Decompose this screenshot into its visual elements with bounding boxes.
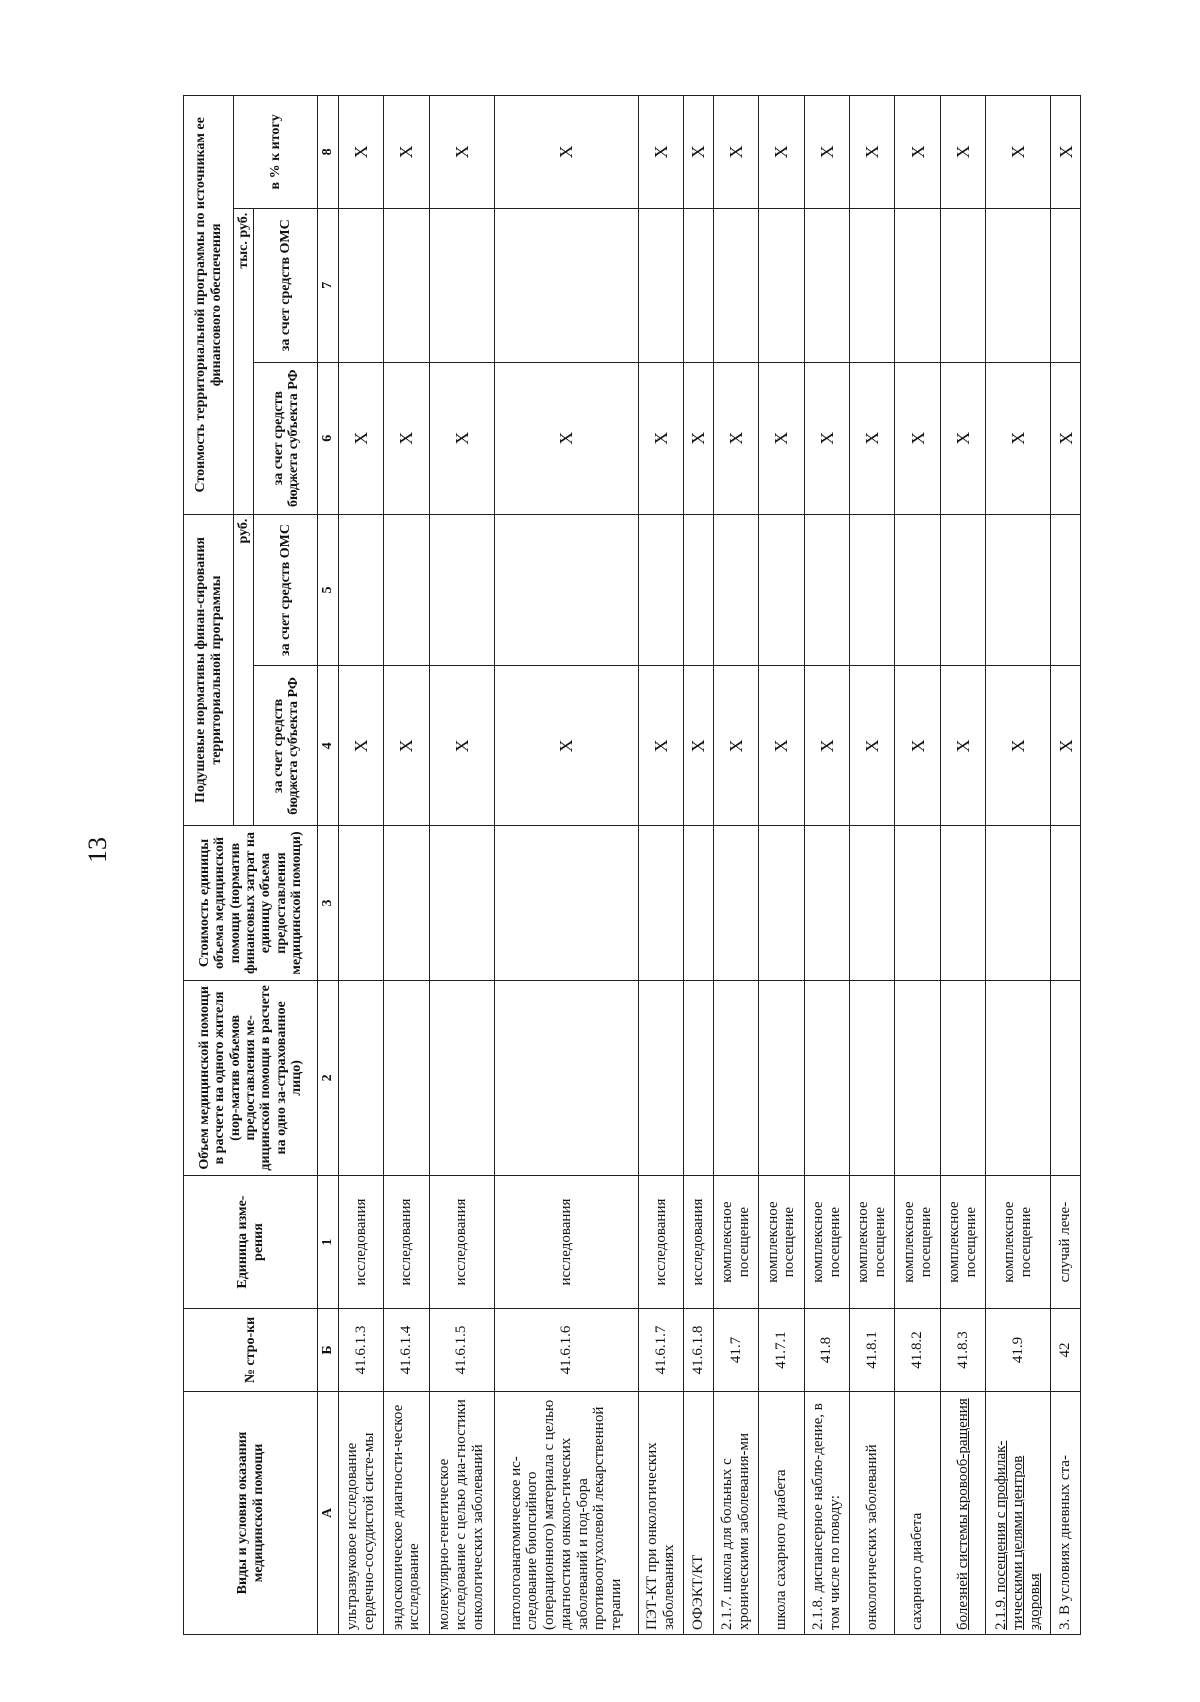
col-number: А bbox=[318, 1391, 338, 1634]
row-oms-per-capita bbox=[338, 514, 383, 666]
row-budget-per-capita: X bbox=[1051, 666, 1081, 826]
table-row bbox=[384, 96, 429, 1635]
row-unit: комплексное посещение bbox=[895, 1176, 940, 1309]
row-budget-cost: X bbox=[850, 362, 895, 514]
row-oms-per-capita bbox=[804, 514, 849, 666]
row-budget-cost: X bbox=[384, 362, 429, 514]
row-budget-per-capita: X bbox=[429, 666, 494, 826]
row-oms-cost bbox=[684, 208, 714, 362]
row-unit-cost bbox=[494, 826, 638, 980]
row-oms-cost bbox=[638, 208, 683, 362]
row-percent-total: X bbox=[684, 96, 714, 209]
header-row-number: № стро-ки bbox=[184, 1308, 318, 1391]
row-percent-total: X bbox=[713, 96, 758, 209]
row-oms-per-capita bbox=[850, 514, 895, 666]
row-code: 41.7 bbox=[713, 1308, 758, 1391]
row-oms-per-capita bbox=[759, 514, 804, 666]
row-volume bbox=[940, 980, 985, 1176]
table-row bbox=[895, 96, 940, 1635]
row-budget-per-capita: X bbox=[384, 666, 429, 826]
row-code: 41.8.1 bbox=[850, 1308, 895, 1391]
header-oms-per-capita: за счет средств ОМС bbox=[254, 514, 318, 666]
row-volume bbox=[986, 980, 1051, 1176]
row-percent-total: X bbox=[940, 96, 985, 209]
header-unit: Единица изме-рения bbox=[184, 1176, 318, 1309]
row-unit: случай лече- bbox=[1051, 1176, 1081, 1309]
table-row bbox=[850, 96, 895, 1635]
row-budget-cost: X bbox=[1051, 362, 1081, 514]
row-unit-cost bbox=[684, 826, 714, 980]
row-volume bbox=[850, 980, 895, 1176]
table-row bbox=[986, 96, 1051, 1635]
col-number: 1 bbox=[318, 1176, 338, 1309]
row-code: 41.9 bbox=[986, 1308, 1051, 1391]
row-budget-per-capita: X bbox=[338, 666, 383, 826]
header-percent-total: в % к итогу bbox=[234, 96, 318, 209]
row-budget-cost: X bbox=[940, 362, 985, 514]
row-unit: комплексное посещение bbox=[804, 1176, 849, 1309]
row-volume bbox=[638, 980, 683, 1176]
row-unit: исследования bbox=[429, 1176, 494, 1309]
row-budget-per-capita: X bbox=[804, 666, 849, 826]
row-oms-per-capita bbox=[429, 514, 494, 666]
row-budget-per-capita: X bbox=[494, 666, 638, 826]
table-row bbox=[940, 96, 985, 1635]
row-name: молекулярно-генетическое исследование с целью диа-гностики онкологических заболеваний bbox=[429, 1391, 494, 1634]
row-volume bbox=[384, 980, 429, 1176]
row-name: школа сахарного диабета bbox=[759, 1391, 804, 1634]
row-name: 3. В условиях дневных ста- bbox=[1051, 1391, 1081, 1634]
row-unit-cost bbox=[713, 826, 758, 980]
row-code: 42 bbox=[1051, 1308, 1081, 1391]
row-unit-cost bbox=[384, 826, 429, 980]
row-unit-cost bbox=[759, 826, 804, 980]
row-oms-cost bbox=[986, 208, 1051, 362]
row-oms-per-capita bbox=[1051, 514, 1081, 666]
table-row bbox=[429, 96, 494, 1635]
row-oms-per-capita bbox=[986, 514, 1051, 666]
row-name: сахарного диабета bbox=[895, 1391, 940, 1634]
row-code: 41.6.1.8 bbox=[684, 1308, 714, 1391]
row-name: патологоанатомическое ис-следование биопсийного (операционного) материала с целью диагностики онколо-гических заболеваний и под-бора противоопухолевой лекарственной терапии bbox=[494, 1391, 638, 1634]
row-oms-per-capita bbox=[940, 514, 985, 666]
row-name: болезней системы кровооб-ращения bbox=[940, 1391, 985, 1634]
row-name: ОФЭКТ/КТ bbox=[684, 1391, 714, 1634]
row-oms-cost bbox=[384, 208, 429, 362]
row-name: онкологических заболеваний bbox=[850, 1391, 895, 1634]
col-number: 2 bbox=[318, 980, 338, 1176]
row-unit-cost bbox=[1051, 826, 1081, 980]
header-unit-rub: руб. bbox=[234, 514, 254, 826]
row-unit: комплексное посещение bbox=[713, 1176, 758, 1309]
col-number: Б bbox=[318, 1308, 338, 1391]
row-unit: исследования bbox=[684, 1176, 714, 1309]
table-row bbox=[759, 96, 804, 1635]
row-volume bbox=[713, 980, 758, 1176]
row-percent-total: X bbox=[804, 96, 849, 209]
row-budget-per-capita: X bbox=[940, 666, 985, 826]
row-volume bbox=[429, 980, 494, 1176]
header-budget-per-capita: за счет средств бюджета субъекта РФ bbox=[254, 666, 318, 826]
row-volume bbox=[684, 980, 714, 1176]
row-oms-per-capita bbox=[494, 514, 638, 666]
row-oms-per-capita bbox=[713, 514, 758, 666]
row-percent-total: X bbox=[429, 96, 494, 209]
row-budget-per-capita: X bbox=[638, 666, 683, 826]
row-budget-per-capita: X bbox=[759, 666, 804, 826]
row-code: 41.6.1.4 bbox=[384, 1308, 429, 1391]
header-unit-thous-rub: тыс. руб. bbox=[234, 208, 254, 514]
row-oms-cost bbox=[850, 208, 895, 362]
row-name: 2.1.7. школа для больных с хроническими заболевания-ми bbox=[713, 1391, 758, 1634]
financing-table bbox=[183, 95, 1081, 1635]
row-unit-cost bbox=[638, 826, 683, 980]
row-budget-per-capita: X bbox=[684, 666, 714, 826]
row-oms-per-capita bbox=[638, 514, 683, 666]
row-unit-cost bbox=[429, 826, 494, 980]
row-code: 41.6.1.5 bbox=[429, 1308, 494, 1391]
table-row bbox=[684, 96, 714, 1635]
row-percent-total: X bbox=[850, 96, 895, 209]
row-budget-per-capita: X bbox=[713, 666, 758, 826]
row-budget-per-capita: X bbox=[850, 666, 895, 826]
row-budget-per-capita: X bbox=[895, 666, 940, 826]
row-oms-per-capita bbox=[895, 514, 940, 666]
row-budget-cost: X bbox=[494, 362, 638, 514]
table-frame bbox=[183, 95, 1081, 1635]
row-unit: исследования bbox=[638, 1176, 683, 1309]
row-oms-cost bbox=[804, 208, 849, 362]
table-row bbox=[638, 96, 683, 1635]
row-percent-total: X bbox=[638, 96, 683, 209]
row-unit-cost bbox=[804, 826, 849, 980]
header-unit-cost: Стоимость единицы объема медицинской помощи (норматив финансовых затрат на единицу объема предоставления медицинской помощи) bbox=[184, 826, 318, 980]
row-code: 41.8.2 bbox=[895, 1308, 940, 1391]
row-oms-cost bbox=[895, 208, 940, 362]
row-code: 41.6.1.7 bbox=[638, 1308, 683, 1391]
row-budget-cost: X bbox=[684, 362, 714, 514]
row-percent-total: X bbox=[986, 96, 1051, 209]
row-volume bbox=[895, 980, 940, 1176]
col-number: 3 bbox=[318, 826, 338, 980]
row-oms-cost bbox=[713, 208, 758, 362]
col-number: 6 bbox=[318, 362, 338, 514]
row-budget-cost: X bbox=[338, 362, 383, 514]
header-volume: Объем медицинской помощи в расчете на одного жителя (нор-матив объемов предоставления ме-дицинской помощи в расчете на одно за-страхованное лицо) bbox=[184, 980, 318, 1176]
row-name: эндоскопическое диагности-ческое исследование bbox=[384, 1391, 429, 1634]
row-percent-total: X bbox=[384, 96, 429, 209]
row-volume bbox=[759, 980, 804, 1176]
header-budget-cost: за счет средств бюджета субъекта РФ bbox=[254, 362, 318, 514]
page-number: 13 bbox=[83, 837, 112, 863]
row-oms-cost bbox=[494, 208, 638, 362]
row-volume bbox=[494, 980, 638, 1176]
row-oms-per-capita bbox=[684, 514, 714, 666]
row-budget-per-capita: X bbox=[986, 666, 1051, 826]
row-unit: исследования bbox=[384, 1176, 429, 1309]
col-number: 7 bbox=[318, 208, 338, 362]
row-code: 41.6.1.3 bbox=[338, 1308, 383, 1391]
row-percent-total: X bbox=[338, 96, 383, 209]
table-row bbox=[494, 96, 638, 1635]
row-percent-total: X bbox=[494, 96, 638, 209]
row-percent-total: X bbox=[895, 96, 940, 209]
row-unit: исследования bbox=[494, 1176, 638, 1309]
row-volume bbox=[338, 980, 383, 1176]
row-unit-cost bbox=[338, 826, 383, 980]
row-oms-cost bbox=[429, 208, 494, 362]
row-unit: комплексное посещение bbox=[940, 1176, 985, 1309]
header-activity-type: Виды и условия оказания медицинской помощи bbox=[184, 1391, 318, 1634]
row-name: 2.1.8. диспансерное наблю-дение, в том числе по поводу: bbox=[804, 1391, 849, 1634]
row-budget-cost: X bbox=[713, 362, 758, 514]
row-unit: исследования bbox=[338, 1176, 383, 1309]
header-program-cost-group: Стоимость территориальной программы по источникам ее финансового обеспечения bbox=[184, 96, 234, 515]
table-row bbox=[1051, 96, 1081, 1635]
table-row bbox=[338, 96, 383, 1635]
row-volume bbox=[804, 980, 849, 1176]
row-unit-cost bbox=[895, 826, 940, 980]
row-oms-per-capita bbox=[384, 514, 429, 666]
row-code: 41.6.1.6 bbox=[494, 1308, 638, 1391]
row-budget-cost: X bbox=[895, 362, 940, 514]
row-unit-cost bbox=[850, 826, 895, 980]
row-code: 41.7.1 bbox=[759, 1308, 804, 1391]
row-code: 41.8 bbox=[804, 1308, 849, 1391]
row-oms-cost bbox=[940, 208, 985, 362]
row-budget-cost: X bbox=[759, 362, 804, 514]
col-number: 4 bbox=[318, 666, 338, 826]
row-percent-total: X bbox=[759, 96, 804, 209]
row-oms-cost bbox=[338, 208, 383, 362]
row-oms-cost bbox=[1051, 208, 1081, 362]
header-oms-cost: за счет средств ОМС bbox=[254, 208, 318, 362]
row-unit-cost bbox=[986, 826, 1051, 980]
header-per-capita-group: Подушевые нормативы финан-сирования территориальной программы bbox=[184, 514, 234, 826]
row-budget-cost: X bbox=[638, 362, 683, 514]
row-percent-total: X bbox=[1051, 96, 1081, 209]
row-unit: комплексное посещение bbox=[759, 1176, 804, 1309]
row-name: ПЭТ-КТ при онкологических заболеваниях bbox=[638, 1391, 683, 1634]
row-unit-cost bbox=[940, 826, 985, 980]
table-row bbox=[713, 96, 758, 1635]
row-budget-cost: X bbox=[429, 362, 494, 514]
row-budget-cost: X bbox=[804, 362, 849, 514]
row-budget-cost: X bbox=[986, 362, 1051, 514]
row-unit: комплексное посещение bbox=[986, 1176, 1051, 1309]
row-volume bbox=[1051, 980, 1081, 1176]
table-row bbox=[804, 96, 849, 1635]
row-oms-cost bbox=[759, 208, 804, 362]
col-number: 5 bbox=[318, 514, 338, 666]
row-code: 41.8.3 bbox=[940, 1308, 985, 1391]
row-name: ультразвуковое исследование сердечно-сосудистой систе-мы bbox=[338, 1391, 383, 1634]
row-unit: комплексное посещение bbox=[850, 1176, 895, 1309]
col-number: 8 bbox=[318, 96, 338, 209]
row-name: 2.1.9. посещения с профилак-тическими целями центров здоровья bbox=[986, 1391, 1051, 1634]
